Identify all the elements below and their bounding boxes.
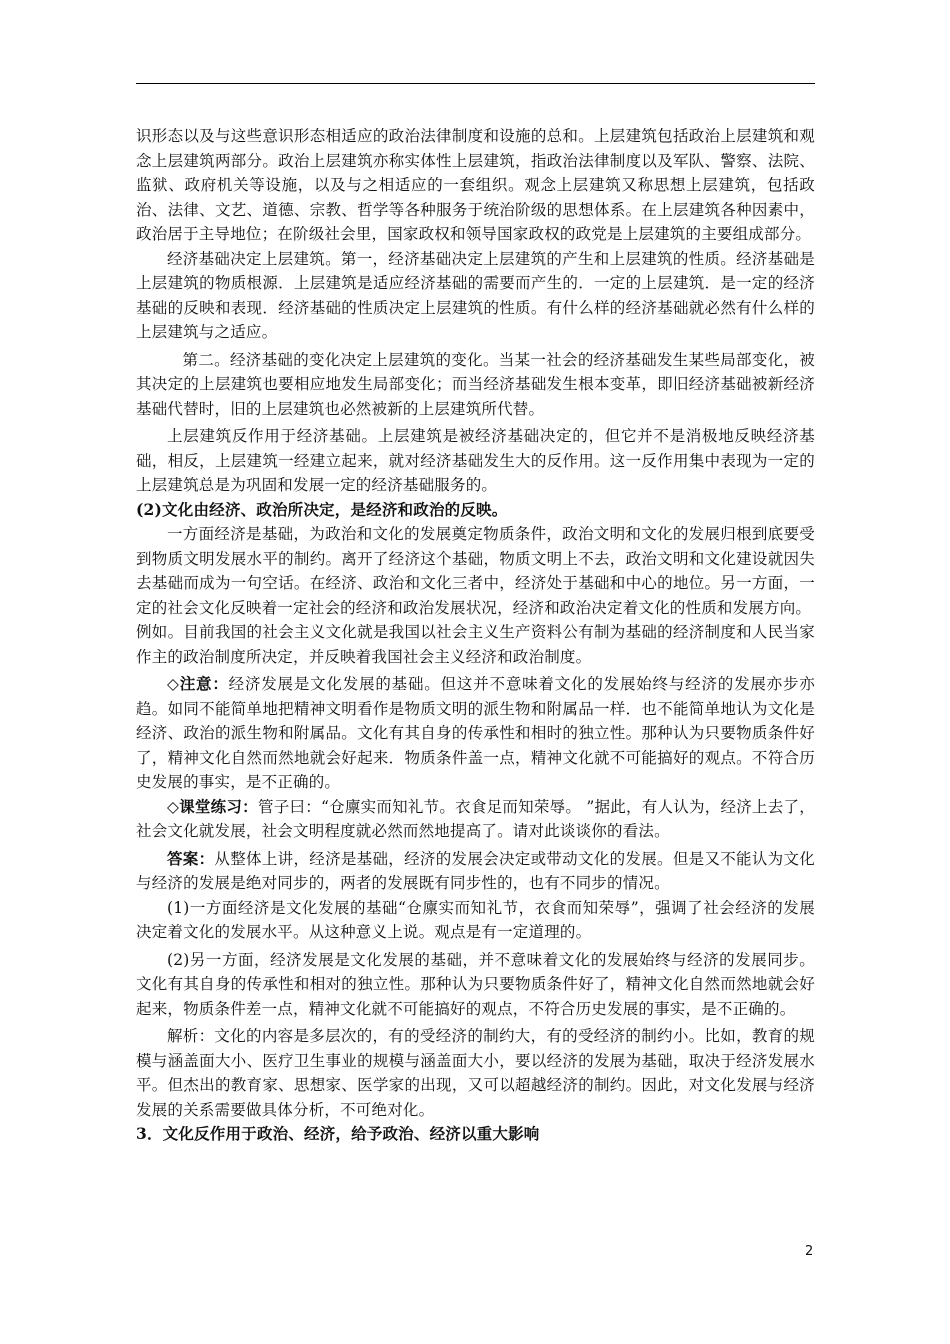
- answer-text: 从整体上讲，经济是基础，经济的发展会决定或带动文化的发展。但是又不能认为文化与经济的发展是绝对同步的，两者的发展既有同步性的，也有不同步的情况。: [136, 849, 815, 892]
- paragraph-superstructure-definition: 识形态以及与这些意识形态相适应的政治法律制度和设施的总和。上层建筑包括政治上层建筑和观念上层建筑两部分。政治上层建筑亦称实体性上层建筑，指政治法律制度以及军队、警察、法院、监狱、政府机关等设施，以及与之相适应的一套组织。观念上层建筑又称思想上层建筑，包括政治、法律、文艺、道德、宗教、哲学等各种服务于统治阶级的思想体系。在上层建筑各种因素中，政治居于主导地位；在阶级社会里，国家政权和领导国家政权的政党是上层建筑的主要组成部分。: [136, 127, 815, 243]
- paragraph-economy-basis: 一方面经济是基础，为政治和文化的发展奠定物质条件，政治文明和文化的发展归根到底要受到物质文明发展水平的制约。离开了经济这个基础，物质文明上不去，政治文明和文化建设就因失去基础而成为一句空话。在经济、政治和文化三者中，经济处于基础和中心的地位。另一方面，一定的社会文化反映着一定社会的经济和政治发展状况，经济和政治决定着文化的性质和发展方向。: [136, 525, 815, 617]
- exercise-label: ◇课堂练习：: [167, 796, 258, 816]
- note-label: ◇注意：: [167, 674, 229, 693]
- header-rule: [136, 83, 815, 84]
- paragraph-answer: [136, 847, 815, 896]
- paragraph-example: 例如。目前我国的社会主义文化就是我国以社会主义生产资料公有制为基础的经济制度和人民当家作主的政治制度所决定，并反映着我国社会主义经济和政治制度。: [136, 623, 815, 666]
- paragraph-reaction: 上层建筑反作用于经济基础。上层建筑是被经济基础决定的，但它并不是消极地反映经济基础，相反，上层建筑一经建立起来，就对经济基础发生大的反作用。这一反作用集中表现为一定的上层建筑总是为巩固和发展一定的经济基础服务的。: [136, 427, 815, 494]
- paragraph-answer-point-1: (1)一方面经济是文化发展的基础“仓廪实而知礼节，衣食而知荣辱”，强调了社会经济的发展决定着文化的发展水平。从这种意义上说。观点是有一定道理的。: [136, 898, 815, 941]
- answer-label: 答案：: [167, 848, 215, 868]
- section-heading-3: 3．文化反作用于政治、经济，给予政治、经济以重大影响: [136, 1124, 540, 1143]
- paragraph-base-determines: 经济基础决定上层建筑。第一，经济基础决定上层建筑的产生和上层建筑的性质。经济基础是上层建筑的物质根源．上层建筑是适应经济基础的需要而产生的．一定的上层建筑．是一定的经济基础的反映和表现．经济基础的性质决定上层建筑的性质。有什么样的经济基础就必然有什么样的上层建筑与之适应。: [136, 249, 815, 341]
- paragraph-note: [136, 672, 815, 795]
- page-number: 2: [805, 1244, 814, 1259]
- exercise-text: 管子曰：“仓廪实而知礼节。衣食足而知荣辱。 ”据此，有人认为，经济上去了，社会文化就发展，社会文明程度就必然而然地提高了。请对此谈谈你的看法。: [136, 797, 815, 840]
- note-text: 经济发展是文化发展的基础。但这并不意味着文化的发展始终与经济的发展亦步亦趋。如同不能简单地把精神文明看作是物质文明的派生物和附属品一样．也不能简单地认为文化是经济、政治的派生物和附属品。文化有其自身的传承性和相时的独立性。那种认为只要物质条件好了，精神文化自然而然地就会好起来．物质条件盖一点，精神文化就不可能搞好的观点。不符合历史发展的事实，是不正确的。: [136, 675, 815, 791]
- document-body: [136, 124, 815, 1147]
- paragraph-answer-point-2: (2)另一方面，经济发展是文化发展的基础，并不意味着文化的发展始终与经济的发展同步。文化有其自身的传承性和相对的独立性。那种认为只要物质条件好了，精神文化自然而然地就会好起来，物质条件差一点，精神文化就不可能搞好的观点，不符合历史发展的事实，是不正确的。: [136, 950, 815, 1018]
- paragraph-exercise: [136, 795, 815, 844]
- paragraph-analysis: 解析：文化的内容是多层次的，有的受经济的制约大，有的受经济的制约小。比如，教育的规模与涵盖面大小、医疗卫生事业的规模与涵盖面大小，要以经济的发展为基础，取决于经济发展水平。但杰出的教育家、思想家、医学家的出现，又可以超越经济的制约。因此，对文化发展与经济发展的关系需要做具体分析，不可绝对化。: [136, 1027, 815, 1119]
- paragraph-second-point: 第二。经济基础的变化决定上层建筑的变化。当某一社会的经济基础发生某些局部变化，被其决定的上层建筑也要相应地发生局部变化；而当经济基础发生根本变革，即旧经济基础被新经济基础代替时，旧的上层建筑也必然被新的上层建筑所代替。: [136, 350, 815, 418]
- section-heading-2: (2)文化由经济、政治所决定，是经济和政治的反映。: [136, 499, 508, 519]
